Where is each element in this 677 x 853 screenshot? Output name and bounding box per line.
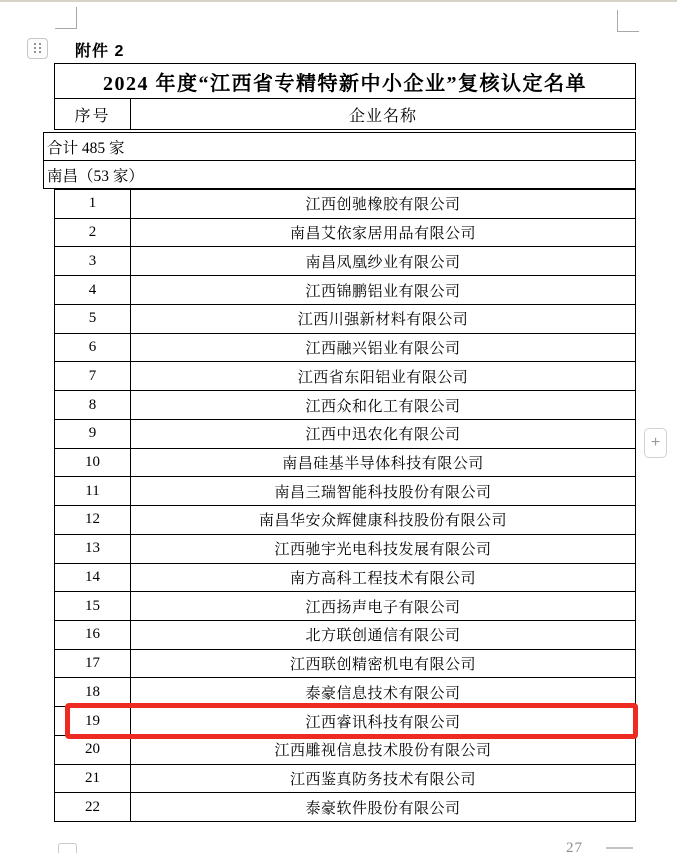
text-boundary-corner-left: [55, 7, 77, 29]
company-name: 江西睿讯科技有限公司: [305, 714, 461, 731]
row-number: 16: [55, 621, 131, 649]
add-button[interactable]: +: [644, 428, 667, 458]
summary-table: [43, 132, 636, 189]
table-row: [55, 190, 635, 219]
row-number: 20: [55, 736, 131, 764]
company-name: 江西川强新材料有限公司: [297, 312, 469, 329]
row-number: 3: [55, 247, 131, 275]
table-row: [55, 564, 635, 593]
company-name: 江西扬声电子有限公司: [305, 599, 461, 616]
company-name: 南昌凤凰纱业有限公司: [305, 254, 461, 271]
table-row: [55, 362, 635, 391]
attachment-label: 附件 2: [75, 43, 125, 60]
row-number: 22: [55, 793, 131, 821]
row-number: 11: [55, 477, 131, 505]
header-serial-number: 序号: [55, 99, 131, 129]
table-row: [55, 736, 635, 765]
table-row: [55, 276, 635, 305]
company-name: 江西鉴真防务技术有限公司: [289, 772, 476, 789]
six-dot-grid-icon: [34, 43, 42, 54]
company-name: 南昌三瑞智能科技股份有限公司: [274, 484, 492, 501]
company-name: 南昌艾依家居用品有限公司: [289, 226, 476, 243]
text-boundary-corner-right: [617, 10, 639, 32]
table-header-row: [55, 99, 635, 129]
company-name: 江西融兴铝业有限公司: [305, 341, 461, 358]
company-name: 江西创驰橡胶有限公司: [305, 197, 461, 214]
company-name: 南方高科工程技术有限公司: [289, 570, 476, 587]
company-name: 南昌硅基半导体科技有限公司: [282, 455, 484, 472]
company-name: 江西中迅农化有限公司: [305, 427, 461, 444]
table-row: [55, 305, 635, 334]
companies-table-body: [54, 189, 636, 822]
partial-handle-icon: [58, 843, 77, 853]
company-name: 江西众和化工有限公司: [305, 398, 461, 415]
row-number: 1: [55, 190, 131, 218]
summary-city-row: 南昌（53 家）: [47, 167, 144, 185]
table-row: [55, 420, 635, 449]
row-number: 21: [55, 765, 131, 793]
row-number: 2: [55, 219, 131, 247]
table-row: [55, 621, 635, 650]
table-row: [55, 650, 635, 679]
summary-total-row: 合计 485 家: [44, 133, 635, 161]
table-row: [55, 535, 635, 564]
table-row: [55, 391, 635, 420]
company-name: 江西联创精密机电有限公司: [289, 657, 476, 674]
row-number: 18: [55, 678, 131, 706]
table-row: [55, 678, 635, 707]
company-name: 北方联创通信有限公司: [305, 628, 461, 645]
row-number: 7: [55, 362, 131, 390]
row-number: 19: [55, 707, 131, 735]
row-number: 6: [55, 334, 131, 362]
page-number: 27: [566, 840, 583, 853]
row-number: 14: [55, 564, 131, 592]
row-number: 17: [55, 650, 131, 678]
table-row: [55, 334, 635, 363]
table-row: [55, 449, 635, 478]
row-number: 9: [55, 420, 131, 448]
footer-line: [606, 847, 633, 849]
row-number: 15: [55, 592, 131, 620]
table-row-highlighted: [55, 707, 635, 736]
company-name: 泰豪信息技术有限公司: [305, 685, 461, 702]
document-title: 2024 年度“江西省专精特新中小企业”复核认定名单: [55, 64, 635, 99]
row-number: 8: [55, 391, 131, 419]
company-name: 江西驰宇光电科技发展有限公司: [274, 542, 492, 559]
page-top-edge: [0, 0, 677, 2]
row-number: 10: [55, 449, 131, 477]
table-row: [55, 765, 635, 794]
row-number: 12: [55, 506, 131, 534]
header-company-name: 企业名称: [348, 107, 417, 125]
row-number: 5: [55, 305, 131, 333]
row-number: 4: [55, 276, 131, 304]
table-row: [55, 477, 635, 506]
company-name: 江西锦鹏铝业有限公司: [305, 283, 461, 300]
company-name: 江西省东阳铝业有限公司: [297, 369, 469, 386]
table-row: [55, 219, 635, 248]
table-row: [55, 793, 635, 821]
company-name: 泰豪软件股份有限公司: [305, 800, 461, 817]
table-row: [55, 592, 635, 621]
company-name: 江西雕视信息技术股份有限公司: [274, 743, 492, 760]
row-number: 13: [55, 535, 131, 563]
title-table: [54, 63, 636, 130]
table-drag-handle-icon[interactable]: [27, 38, 48, 59]
table-row: [55, 247, 635, 276]
table-row: [55, 506, 635, 535]
company-name: 南昌华安众辉健康科技股份有限公司: [258, 513, 507, 530]
